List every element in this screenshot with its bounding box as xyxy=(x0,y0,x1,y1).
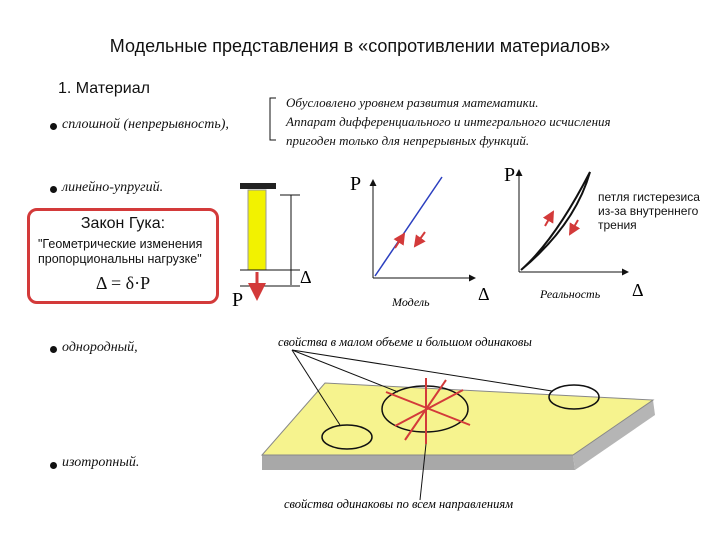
hysteresis-line-1: петля гистерезиса xyxy=(598,190,700,204)
real-x-label: Δ xyxy=(632,280,644,300)
note-line-3: пригоден только для непрерывных функций. xyxy=(286,133,530,148)
model-y-label: P xyxy=(350,173,362,195)
real-caption: Реальность xyxy=(540,287,601,301)
plate-diagram xyxy=(262,335,655,511)
bullet-elastic: линейно-упругий. xyxy=(62,180,164,195)
rod-support xyxy=(240,183,276,189)
page-title: Модельные представления в «сопротивлении материалов» xyxy=(109,36,611,56)
hooke-line-1: "Геометрические изменения xyxy=(38,237,203,251)
note-line-2: Аппарат дифференциального и интегрального исчисления xyxy=(286,114,611,129)
real-y-label: P xyxy=(504,164,516,186)
unload-arrow-down xyxy=(415,232,425,246)
model-caption: Модель xyxy=(392,295,430,309)
hooke-formula: Δ = δ·P xyxy=(95,273,151,293)
bullet-solid: сплошной (непрерывность), xyxy=(62,117,229,132)
load-arrow-up xyxy=(395,234,404,248)
model-x-label: Δ xyxy=(478,284,490,304)
unload-arrow-down xyxy=(570,220,578,234)
section-heading: 1. Материал xyxy=(58,80,150,97)
graph-reality xyxy=(504,164,644,301)
rod-load-label: P xyxy=(232,289,244,311)
rod-body xyxy=(248,190,266,270)
plate-note-bottom: свойства одинаковы по всем направлениям xyxy=(284,497,514,511)
hooke-line-2: пропорциональны нагрузке" xyxy=(38,252,202,266)
plate-note-top: свойства в малом объеме и большом одинаковы xyxy=(278,335,532,349)
model-line xyxy=(375,177,442,276)
rod-diagram xyxy=(232,183,312,311)
hysteresis-line-2: из-за внутреннего xyxy=(598,204,699,218)
load-arrow-up xyxy=(545,212,553,226)
graph-model xyxy=(350,173,490,309)
rod-delta-label: Δ xyxy=(300,267,312,287)
note-line-1: Обусловлено уровнем развития математики. xyxy=(286,95,539,110)
hooke-title: Закон Гука: xyxy=(80,215,166,232)
bullet-homogeneous: однородный, xyxy=(62,340,138,355)
hysteresis-loop xyxy=(521,172,590,270)
note-bracket xyxy=(270,98,276,140)
hysteresis-line-3: трения xyxy=(598,218,637,232)
bullet-isotropic: изотропный. xyxy=(62,455,140,470)
plate-front-side xyxy=(262,455,575,470)
